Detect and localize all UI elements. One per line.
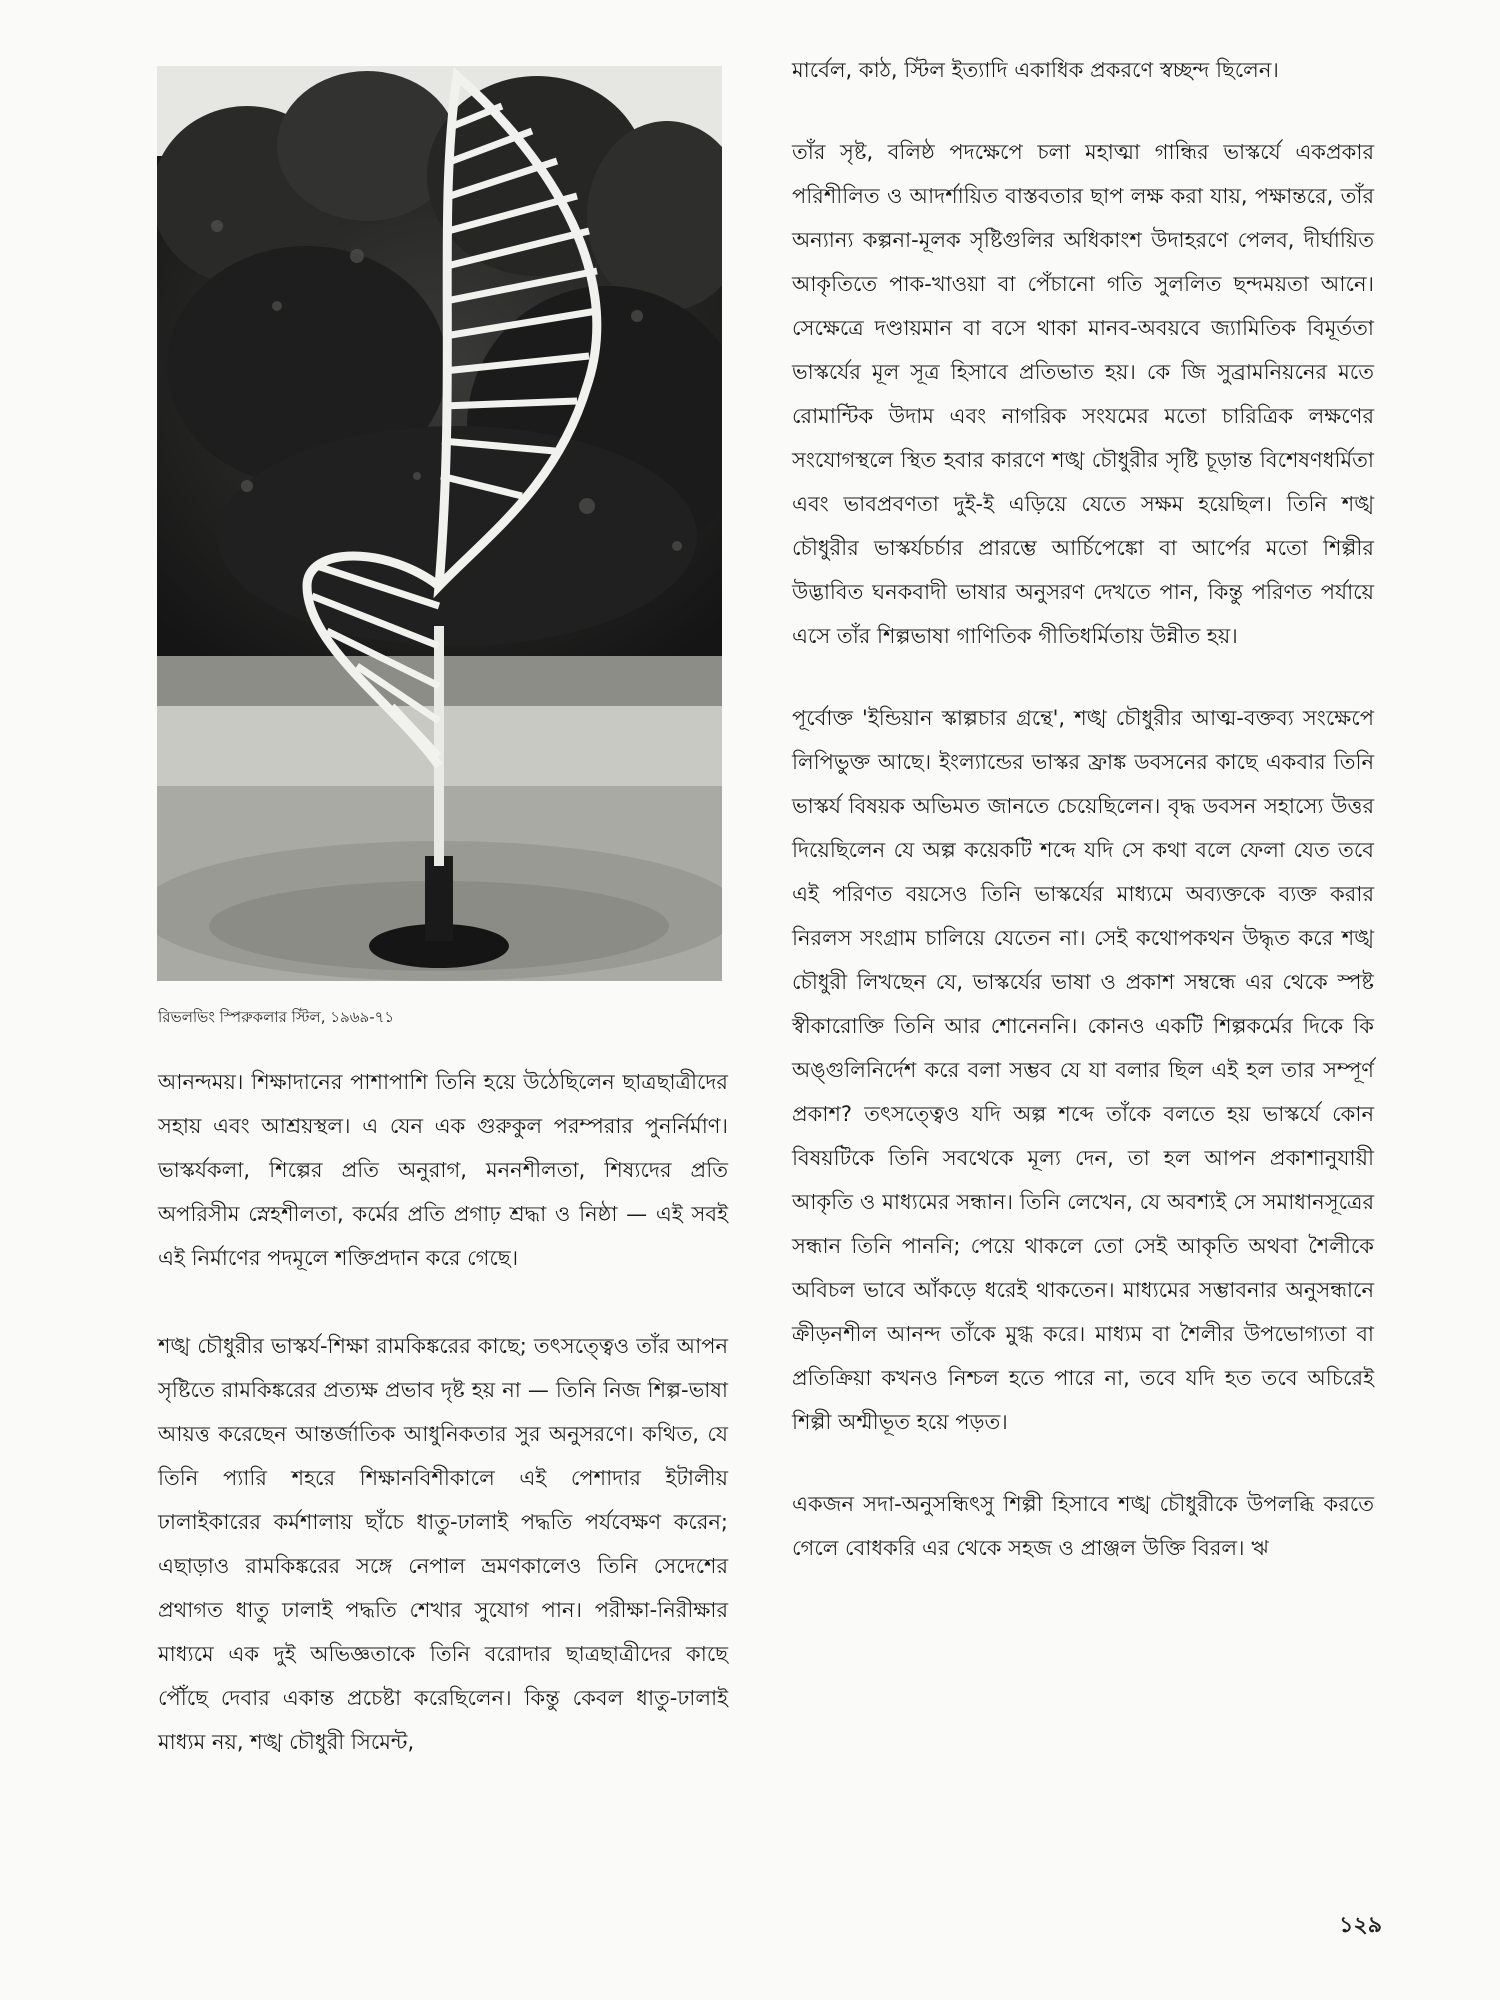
- left-column: [158, 1060, 728, 1764]
- photo-caption: রিভলভিং স্পিরুকলার স্টিল, ১৯৬৯-৭১: [158, 1008, 395, 1026]
- right-column: [792, 48, 1374, 1570]
- paragraph: আনন্দময়। শিক্ষাদানের পাশাপাশি তিনি হয়ে উঠেছিলেন ছাত্রছাত্রীদের সহায় এবং আশ্রয়স্থল। এ যেন এক গুরুকুল পরম্পরার পুনর্নির্মাণ। ভাস্কর্যকলা, শিল্পের প্রতি অনুরাগ, মননশীলতা, শিষ্যদের প্রতি অপরিসীম স্নেহশীলতা, কর্মের প্রতি প্রগাঢ় শ্রদ্ধা ও নিষ্ঠা — এই সবই এই নির্মাণের পদমূলে শক্তিপ্রদান করে গেছে।: [158, 1070, 728, 1270]
- paragraph: মার্বেল, কাঠ, স্টিল ইত্যাদি একাধিক প্রকরণে স্বচ্ছন্দ ছিলেন।: [792, 58, 1279, 82]
- sculpture-photo: [157, 66, 722, 981]
- paragraph: তাঁর সৃষ্ট, বলিষ্ঠ পদক্ষেপে চলা মহাত্মা গান্ধির ভাস্কর্যে একপ্রকার পরিশীলিত ও আদর্শায়িত বাস্তবতার ছাপ লক্ষ করা যায়, পক্ষান্তরে, তাঁর অন্যান্য কল্পনা-মূলক সৃষ্টিগুলির অধিকাংশ উদাহরণে পেলব, দীর্ঘায়িত আকৃতিতে পাক-খাওয়া বা পেঁচানো গতি সুললিত ছন্দময়তা আনে। সেক্ষেত্রে দণ্ডায়মান বা বসে থাকা মানব-অবয়বে জ্যামিতিক বিমূর্ততা ভাস্কর্যের মূল সূত্র হিসাবে প্রতিভাত হয়। কে জি সুব্রামনিয়নের মতে রোমান্টিক উদাম এবং নাগরিক সংযমের মতো চারিত্রিক লক্ষণের সংযোগস্থলে স্থিত হবার কারণে শঙ্খ চৌধুরীর সৃষ্টি চূড়ান্ত বিশেষণধর্মিতা এবং ভাবপ্রবণতা দুই-ই এড়িয়ে যেতে সক্ষম হয়েছিল। তিনি শঙ্খ চৌধুরীর ভাস্কর্যচর্চার প্রারম্ভে আর্চিপেঙ্কো বা আর্পের মতো শিল্পীর উদ্ভাবিত ঘনকবাদী ভাষার অনুসরণ দেখতে পান, কিন্তু পরিণত পর্যায়ে এসে তাঁর শিল্পভাষা গাণিতিক গীতিধর্মিতায় উন্নীত হয়।: [792, 140, 1374, 648]
- paragraph: শঙ্খ চৌধুরীর ভাস্কর্য-শিক্ষা রামকিঙ্করের কাছে; তৎসত্ত্বেও তাঁর আপন সৃষ্টিতে রামকিঙ্করের প্রত্যক্ষ প্রভাব দৃষ্ট হয় না — তিনি নিজ শিল্প-ভাষা আয়ত্ত করেছেন আন্তর্জাতিক আধুনিকতার সুর অনুসরণে। কথিত, যে তিনি প্যারি শহরে শিক্ষানবিশীকালে এই পেশাদার ইটালীয় ঢালাইকারের কর্মশালায় ছাঁচে ধাতু-ঢালাই পদ্ধতি পর্যবেক্ষণ করেন; এছাড়াও রামকিঙ্করের সঙ্গে নেপাল ভ্রমণকালেও তিনি সেদেশের প্রথাগত ধাতু ঢালাই পদ্ধতি শেখার সুযোগ পান। পরীক্ষা-নিরীক্ষার মাধ্যমে এক দুই অভিজ্ঞতাকে তিনি বরোদার ছাত্রছাত্রীদের কাছে পৌঁছে দেবার একান্ত প্রচেষ্টা করেছিলেন। কিন্তু কেবল ধাতু-ঢালাই মাধ্যম নয়, শঙ্খ চৌধুরী সিমেন্ট,: [158, 1334, 728, 1754]
- paragraph: একজন সদা-অনুসন্ধিৎসু শিল্পী হিসাবে শঙ্খ চৌধুরীকে উপলব্ধি করতে গেলে বোধকরি এর থেকে সহজ ও প্রাঞ্জল উক্তি বিরল। ঋ: [792, 1492, 1374, 1560]
- page-number: ১২৯: [1339, 1913, 1382, 1938]
- paragraph: পূর্বোক্ত 'ইন্ডিয়ান স্কাল্পচার গ্রন্থে', শঙ্খ চৌধুরীর আত্ম-বক্তব্য সংক্ষেপে লিপিভুক্ত আছে। ইংল্যান্ডের ভাস্কর ফ্রাঙ্ক ডবসনের কাছে একবার তিনি ভাস্কর্য বিষয়ক অভিমত জানতে চেয়েছিলেন। বৃদ্ধ ডবসন সহাস্যে উত্তর দিয়েছিলেন যে অল্প কয়েকটি শব্দে যদি সে কথা বলে ফেলা যেত তবে এই পরিণত বয়সেও তিনি ভাস্কর্যের মাধ্যমে অব্যক্তকে ব্যক্ত করার নিরলস সংগ্রাম চালিয়ে যেতেন না। সেই কথোপকথন উদ্ধৃত করে শঙ্খ চৌধুরী লিখছেন যে, ভাস্কর্যের ভাষা ও প্রকাশ সম্বন্ধে এর থেকে স্পষ্ট স্বীকারোক্তি তিনি আর শোনেননি। কোনও একটি শিল্পকর্মের দিকে কি অঙ্গুলিনির্দেশ করে বলা সম্ভব যে যা বলার ছিল এই হল তার সম্পূর্ণ প্রকাশ? তৎসত্ত্বেও যদি অল্প শব্দে তাঁকে বলতে হয় ভাস্কর্যে কোন বিষয়টিকে তিনি সবথেকে মূল্য দেন, তা হল আপন প্রকাশানুযায়ী আকৃতি ও মাধ্যমের সন্ধান। তিনি লেখেন, যে অবশ্যই সে সমাধানসূত্রের সন্ধান তিনি পাননি; পেয়ে থাকলে তো সেই আকৃতি অথবা শৈলীকে অবিচল ভাবে আঁকড়ে ধরেই থাকতেন। মাধ্যমের সম্ভাবনার অনুসন্ধানে ক্রীড়নশীল আনন্দ তাঁকে মুগ্ধ করে। মাধ্যম বা শৈলীর উপভোগ্যতা বা প্রতিক্রিয়া কখনও নিশ্চল হতে পারে না, তবে যদি হত তবে অচিরেই শিল্পী অশ্মীভূত হয়ে পড়ত।: [792, 706, 1374, 1434]
